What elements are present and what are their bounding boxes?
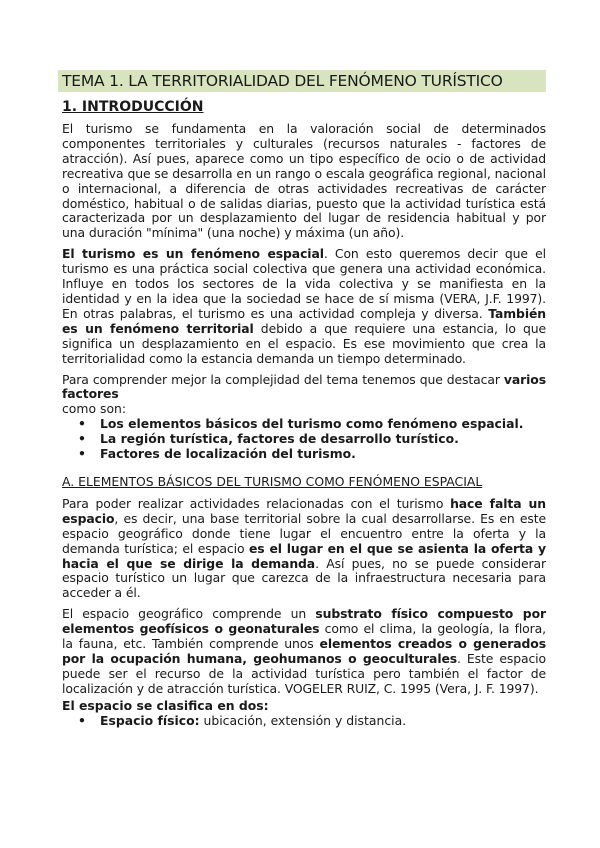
paragraph-spatial-phenomenon	[62, 247, 546, 366]
bold-text: El turismo es un fenómeno espacial	[62, 246, 324, 262]
list-item-text: Los elementos básicos del turismo como fenómeno espacial.	[100, 416, 524, 432]
bullet-icon: •	[78, 712, 86, 728]
list-item	[78, 446, 546, 462]
bold-text: varios factores	[62, 371, 546, 402]
paragraph-intro: El turismo se fundamenta en la valoración social de determinados componentes territoriales y culturales (recursos naturales - factores de atracción). Así pues, aparece como un tipo específico de ocio o de actividad recreativa que se desarrolla en un rango o escala geográfica regional, nacional o internacional, a diferencia de otras actividades recreativas de carácter doméstico, habitual o de salidas diarias, puesto que la actividad turística está caracterizada por un desplazamiento del lugar de residencia habitual y por una duración "mínima" (una noche) y máxima (un año).	[62, 121, 546, 241]
body-text: , es decir, una base territorial sobre la cual desarrollarse. Es en este espacio geográfico donde tiene lugar el encuentro entre la oferta y la demanda turística; el espacio	[62, 510, 546, 556]
body-text: El espacio geográfico comprende un	[62, 606, 316, 622]
section-heading-a: A. ELEMENTOS BÁSICOS DEL TURISMO COMO FENÓMENO ESPACIAL	[62, 473, 483, 489]
section-heading-introduction: 1. INTRODUCCIÓN	[62, 99, 204, 115]
document-page	[62, 70, 546, 737]
list-item	[78, 431, 546, 447]
bold-text: hace falta un espacio	[62, 495, 546, 526]
body-text: . Así pues, no se puede considerar espacio turístico un lugar que carezca de la infraestructura necesaria para acceder a él.	[62, 555, 546, 601]
bullet-icon: •	[78, 446, 86, 462]
list-item-text: Factores de localización del turismo.	[100, 446, 356, 462]
list-item-text: ubicación, extensión y distancia.	[199, 712, 407, 728]
paragraph-factors-intro	[62, 373, 546, 403]
body-text: debido a que requiere una estancia, lo que significa un desplazamiento en el espacio. Es ese movimiento que crea la territorialidad como la estancia demanda un tiempo determinado.	[62, 320, 546, 366]
bold-text: substrato físico compuesto por elementos geofísicos o geonaturales	[62, 606, 547, 637]
classification-heading: El espacio se clasifica en dos:	[62, 697, 269, 713]
bold-text: elementos creados o generados por la ocupación humana, geohumanos o geoculturales	[62, 636, 546, 666]
document-title: TEMA 1. LA TERRITORIALIDAD DEL FENÓMENO TURÍSTICO	[58, 70, 546, 92]
list-item	[78, 416, 546, 432]
body-text: como el clima, la geología, la flora, la fauna, etc. También comprende unos	[62, 621, 546, 652]
body-text: . Con esto queremos decir que el turismo es una práctica social colectiva que genera una actividad económica. Influye en todos los sectores de la vida colectiva y se manifiesta en la identidad y en la idea que la sociedad se hace de sí misma (VERA, J.F. 1997). En otras palabras, el turismo es una actividad compleja y diversa.	[62, 246, 546, 321]
body-text: . Este espacio puede ser el recurso de la actividad turística pero también el factor de localización y de atracción turística. VOGELER RUIZ, C. 1995 (Vera, J. F. 1997).	[62, 651, 546, 696]
list-item-text: La región turística, factores de desarrollo turístico.	[100, 431, 459, 447]
classification-list	[62, 714, 546, 729]
paragraph-space	[62, 497, 546, 601]
factors-lead-in: como son:	[62, 401, 127, 417]
bullet-icon: •	[78, 416, 86, 432]
body-text: Para comprender mejor la complejidad del tema tenemos que destacar	[62, 371, 504, 387]
bold-text: es el lugar en el que se asienta la oferta y hacia el que se dirige la demanda	[62, 540, 546, 571]
factors-list	[62, 417, 546, 462]
list-item	[78, 712, 546, 729]
list-item-label: Espacio físico:	[100, 712, 200, 728]
body-text: Para poder realizar actividades relacionadas con el turismo	[62, 495, 451, 511]
paragraph-geographic-space	[62, 607, 546, 696]
bold-text: También es un fenómeno territorial	[62, 305, 546, 336]
bullet-icon: •	[78, 431, 86, 447]
